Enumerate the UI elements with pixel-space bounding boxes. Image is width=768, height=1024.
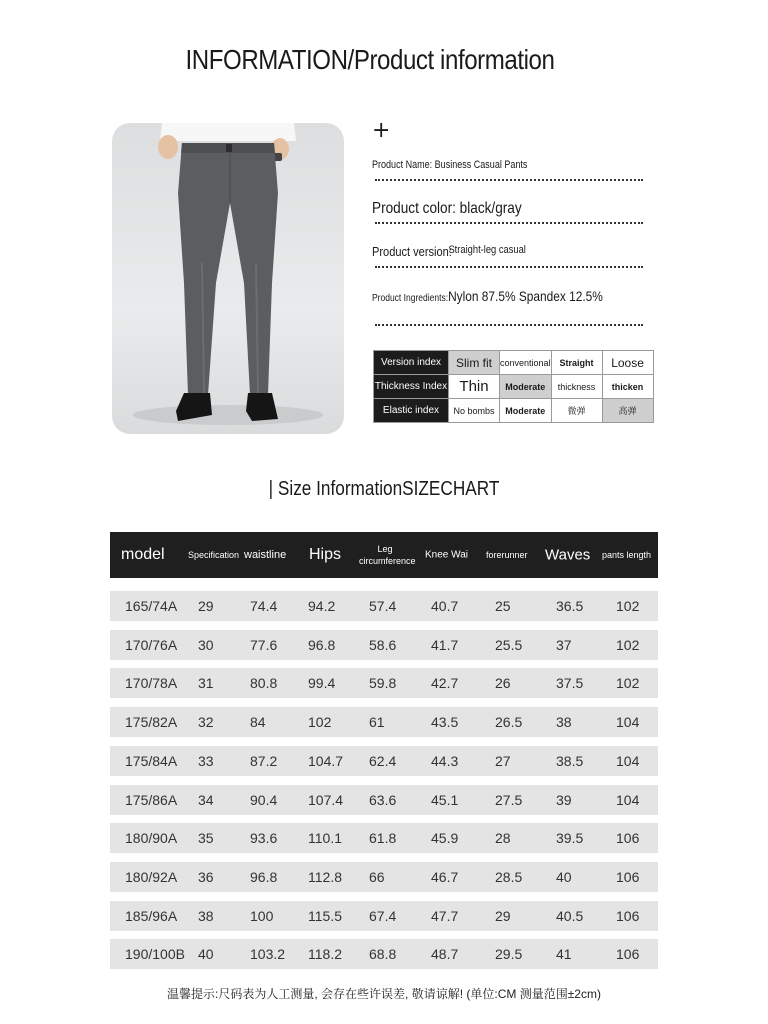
table-cell: 96.8 (250, 869, 278, 885)
table-cell: 74.4 (250, 598, 278, 614)
table-cell: 115.5 (308, 908, 342, 924)
index-option: Straight (551, 351, 602, 375)
index-option: thicken (602, 375, 653, 399)
column-header: forerunner (486, 550, 528, 560)
divider (375, 222, 643, 224)
table-row (110, 901, 658, 931)
table-cell: 61 (369, 714, 385, 730)
table-cell: 61.8 (369, 830, 397, 846)
index-option: Moderate (500, 375, 552, 399)
table-cell: 62.4 (369, 753, 397, 769)
table-cell: 38 (556, 714, 572, 730)
column-header: waistline (244, 549, 287, 561)
table-cell: 106 (616, 946, 640, 962)
table-cell: 45.1 (431, 792, 459, 808)
index-option: thickness (551, 375, 602, 399)
column-header: Leg circumference (359, 544, 416, 566)
table-cell: 77.6 (250, 637, 278, 653)
table-cell: 43.5 (431, 714, 459, 730)
table-row (110, 823, 658, 853)
table-cell: 44.3 (431, 753, 459, 769)
table-row (110, 785, 658, 815)
table-cell: 40.7 (431, 598, 459, 614)
table-cell: 84 (250, 714, 266, 730)
table-cell: 102 (616, 675, 640, 691)
product-index-table (373, 350, 654, 423)
product-photo (112, 123, 344, 434)
version-index-row (374, 351, 654, 375)
index-option: Loose (602, 351, 653, 375)
table-cell: 27 (495, 753, 511, 769)
table-cell: 31 (198, 675, 214, 691)
table-cell: 100 (250, 908, 274, 924)
index-option: conventional (500, 351, 552, 375)
size-section-title: | Size InformationSIZECHART (268, 478, 500, 500)
table-cell: 180/92A (125, 869, 178, 885)
table-cell: 29 (198, 598, 214, 614)
table-cell: 40 (198, 946, 214, 962)
index-option: Moderate (500, 399, 552, 423)
column-header: pants length (602, 550, 652, 560)
table-cell: 27.5 (495, 792, 523, 808)
table-row (110, 862, 658, 892)
table-cell: 190/100B (125, 946, 185, 962)
table-cell: 36.5 (556, 598, 584, 614)
table-cell: 26 (495, 675, 511, 691)
product-ingredients (372, 288, 644, 304)
index-option: 高弹 (602, 399, 653, 423)
table-cell: 30 (198, 637, 214, 653)
table-cell: 25.5 (495, 637, 523, 653)
column-header: Waves (545, 546, 591, 564)
table-cell: 40.5 (556, 908, 584, 924)
table-cell: 33 (198, 753, 214, 769)
table-cell: 59.8 (369, 675, 397, 691)
table-cell: 40 (556, 869, 572, 885)
thickness-index-row (374, 375, 654, 399)
table-cell: 102 (308, 714, 332, 730)
table-cell: 96.8 (308, 637, 336, 653)
table-cell: 37 (556, 637, 572, 653)
footer-note: 温馨提示:尺码表为人工测量, 会存在些许误差, 敬请谅解! (单位:CM 测量范围±2cm) (167, 987, 601, 1001)
plus-icon: + (372, 118, 391, 143)
table-cell: 48.7 (431, 946, 459, 962)
table-cell: 37.5 (556, 675, 584, 691)
column-header: Knee Wai (425, 549, 468, 561)
table-cell: 25 (495, 598, 511, 614)
index-option: 微弹 (551, 399, 602, 423)
index-option: No bombs (449, 399, 500, 423)
divider (375, 266, 643, 268)
table-cell: 90.4 (250, 792, 278, 808)
table-cell: 29 (495, 908, 511, 924)
table-cell: 104 (616, 753, 640, 769)
table-cell: 165/74A (125, 598, 178, 614)
product-version-value: Straight-leg casual (448, 244, 526, 256)
table-cell: 38.5 (556, 753, 584, 769)
table-cell: 103.2 (250, 946, 286, 962)
table-cell: 112.8 (308, 869, 342, 885)
table-row (110, 630, 658, 660)
table-cell: 28 (495, 830, 511, 846)
table-cell: 175/86A (125, 792, 178, 808)
table-cell: 39.5 (556, 830, 584, 846)
product-color: Product color: black/gray (372, 200, 522, 217)
table-cell: 46.7 (431, 869, 459, 885)
table-cell: 41 (556, 946, 572, 962)
table-cell: 38 (198, 908, 214, 924)
table-row (110, 939, 658, 969)
table-cell: 104 (616, 792, 640, 808)
table-cell: 106 (616, 830, 640, 846)
table-cell: 104.7 (308, 753, 344, 769)
index-label: Thickness Index (374, 375, 449, 399)
table-cell: 94.2 (308, 598, 336, 614)
table-cell: 80.8 (250, 675, 278, 691)
table-row (110, 591, 658, 621)
table-cell: 99.4 (308, 675, 336, 691)
table-cell: 175/82A (125, 714, 178, 730)
table-cell: 170/76A (125, 637, 178, 653)
table-cell: 66 (369, 869, 385, 885)
size-chart-header (110, 532, 658, 578)
index-option: Slim fit (449, 351, 500, 375)
table-cell: 104 (616, 714, 640, 730)
table-row (110, 707, 658, 737)
table-cell: 45.9 (431, 830, 459, 846)
product-ingredients-value: Nylon 87.5% Spandex 12.5% (448, 288, 603, 304)
table-cell: 118.2 (308, 946, 342, 962)
table-cell: 180/90A (125, 830, 178, 846)
index-label: Version index (374, 351, 449, 375)
table-cell: 107.4 (308, 792, 344, 808)
table-cell: 28.5 (495, 869, 523, 885)
divider (375, 179, 643, 181)
page-title: INFORMATION/Product information (185, 44, 555, 75)
table-cell: 93.6 (250, 830, 278, 846)
product-version-label: Product version: (372, 244, 452, 259)
table-cell: 58.6 (369, 637, 397, 653)
table-cell: 34 (198, 792, 214, 808)
table-cell: 68.8 (369, 946, 397, 962)
table-cell: 36 (198, 869, 214, 885)
column-header: Specification (188, 550, 240, 560)
table-cell: 47.7 (431, 908, 459, 924)
table-row (110, 746, 658, 776)
table-cell: 102 (616, 598, 640, 614)
table-cell: 102 (616, 637, 640, 653)
index-option: Thin (449, 375, 500, 399)
elastic-index-row (374, 399, 654, 423)
divider (375, 324, 643, 326)
product-version (372, 244, 553, 259)
table-cell: 106 (616, 869, 640, 885)
table-cell: 67.4 (369, 908, 397, 924)
product-ingredients-label: Product Ingredients: (372, 293, 449, 304)
table-cell: 41.7 (431, 637, 459, 653)
table-cell: 175/84A (125, 753, 178, 769)
table-cell: 26.5 (495, 714, 523, 730)
table-cell: 42.7 (431, 675, 459, 691)
index-label: Elastic index (374, 399, 449, 423)
column-header: Hips (309, 546, 342, 563)
column-header: model (121, 546, 165, 563)
table-cell: 57.4 (369, 598, 397, 614)
table-cell: 87.2 (250, 753, 278, 769)
table-cell: 110.1 (308, 830, 342, 846)
table-cell: 39 (556, 792, 572, 808)
table-row (110, 668, 658, 698)
table-cell: 63.6 (369, 792, 397, 808)
table-cell: 170/78A (125, 675, 178, 691)
product-name: Product Name: Business Casual Pants (372, 159, 528, 171)
table-cell: 185/96A (125, 908, 178, 924)
table-cell: 35 (198, 830, 214, 846)
table-cell: 106 (616, 908, 640, 924)
table-cell: 29.5 (495, 946, 523, 962)
table-cell: 32 (198, 714, 214, 730)
